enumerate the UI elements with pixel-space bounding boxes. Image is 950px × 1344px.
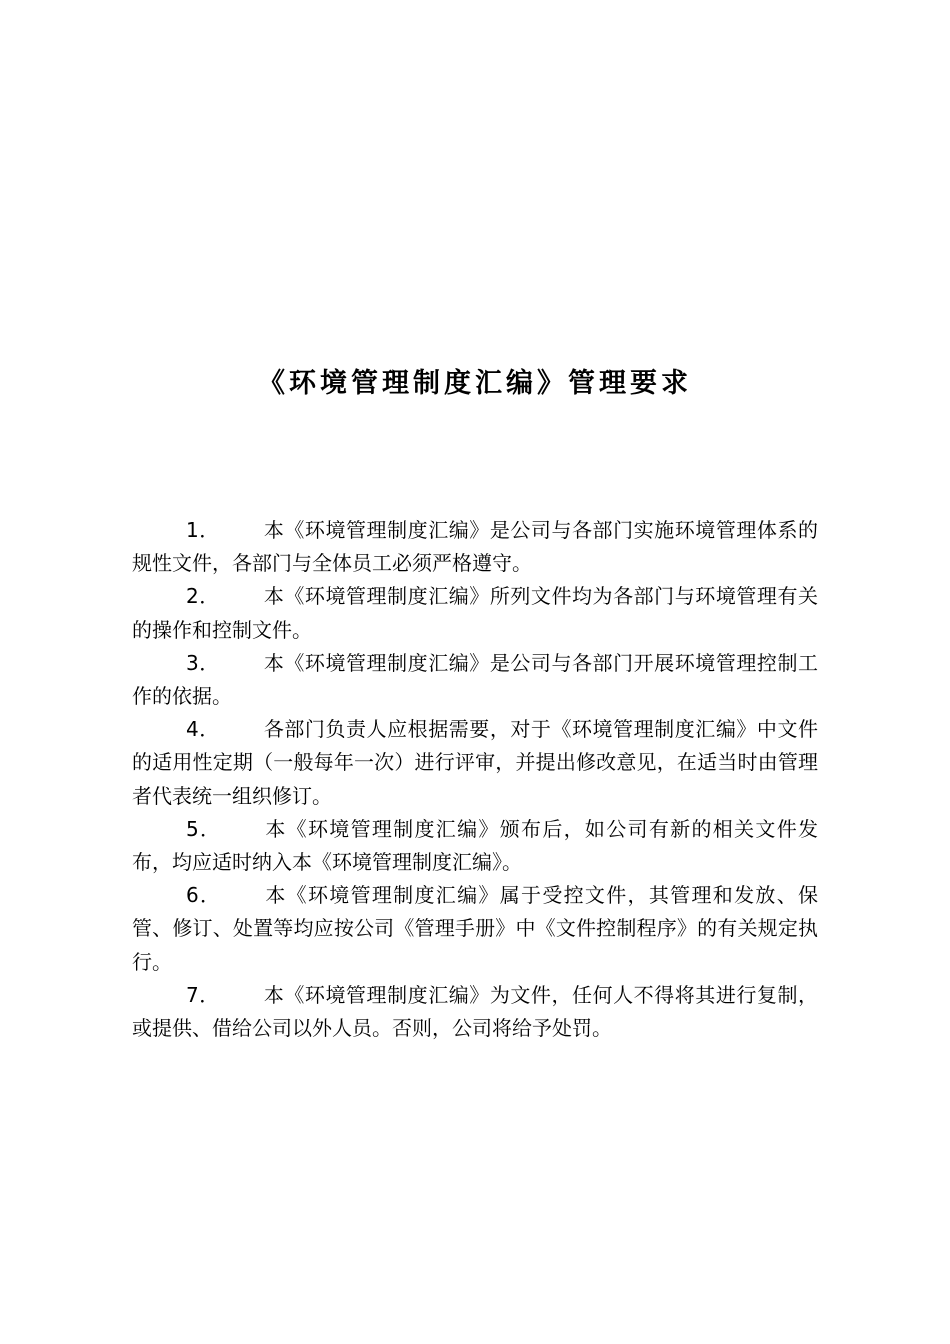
paragraph-text: 本《环境管理制度汇编》是公司与各部门实施环境管理体系的规性文件，各部门与全体员工必须严格遵守。 — [132, 518, 819, 576]
paragraph-4 — [132, 713, 818, 813]
document-body — [132, 514, 818, 1045]
paragraph-number: 5． — [186, 816, 222, 841]
paragraph-number: 3． — [186, 650, 220, 675]
document-title: 《环境管理制度汇编》管理要求 — [258, 368, 692, 399]
paragraph-text: 本《环境管理制度汇编》是公司与各部门开展环境管理控制工作的依据。 — [132, 650, 819, 709]
paragraph-number: 1． — [186, 518, 220, 542]
paragraph-number: 7． — [186, 982, 220, 1007]
paragraph-6 — [132, 879, 818, 979]
paragraph-text: 本《环境管理制度汇编》为文件，任何人不得将其进行复制，或提供、借给公司以外人员。否则，公司将给予处罚。 — [132, 982, 819, 1041]
paragraph-number: 6． — [186, 883, 222, 908]
paragraph-1 — [132, 514, 818, 580]
paragraph-number: 4． — [186, 717, 220, 742]
paragraph-5 — [132, 813, 818, 879]
paragraph-3 — [132, 647, 818, 713]
paragraph-number: 2． — [186, 584, 220, 609]
paragraph-2 — [132, 580, 818, 646]
paragraph-text: 本《环境管理制度汇编》所列文件均为各部门与环境管理有关的操作和控制文件。 — [132, 584, 819, 642]
paragraph-7 — [132, 979, 818, 1045]
paragraph-text: 本《环境管理制度汇编》属于受控文件，其管理和发放、保管、修订、处置等均应按公司《管理手册》中《文件控制程序》的有关规定执行。 — [132, 883, 818, 974]
paragraph-text: 本《环境管理制度汇编》颁布后，如公司有新的相关文件发布，均应适时纳入本《环境管理制度汇编》。 — [132, 816, 818, 875]
paragraph-text: 各部门负责人应根据需要，对于《环境管理制度汇编》中文件的适用性定期（一般每年一次）进行评审，并提出修改意见，在适当时由管理者代表统一组织修订。 — [132, 717, 819, 808]
